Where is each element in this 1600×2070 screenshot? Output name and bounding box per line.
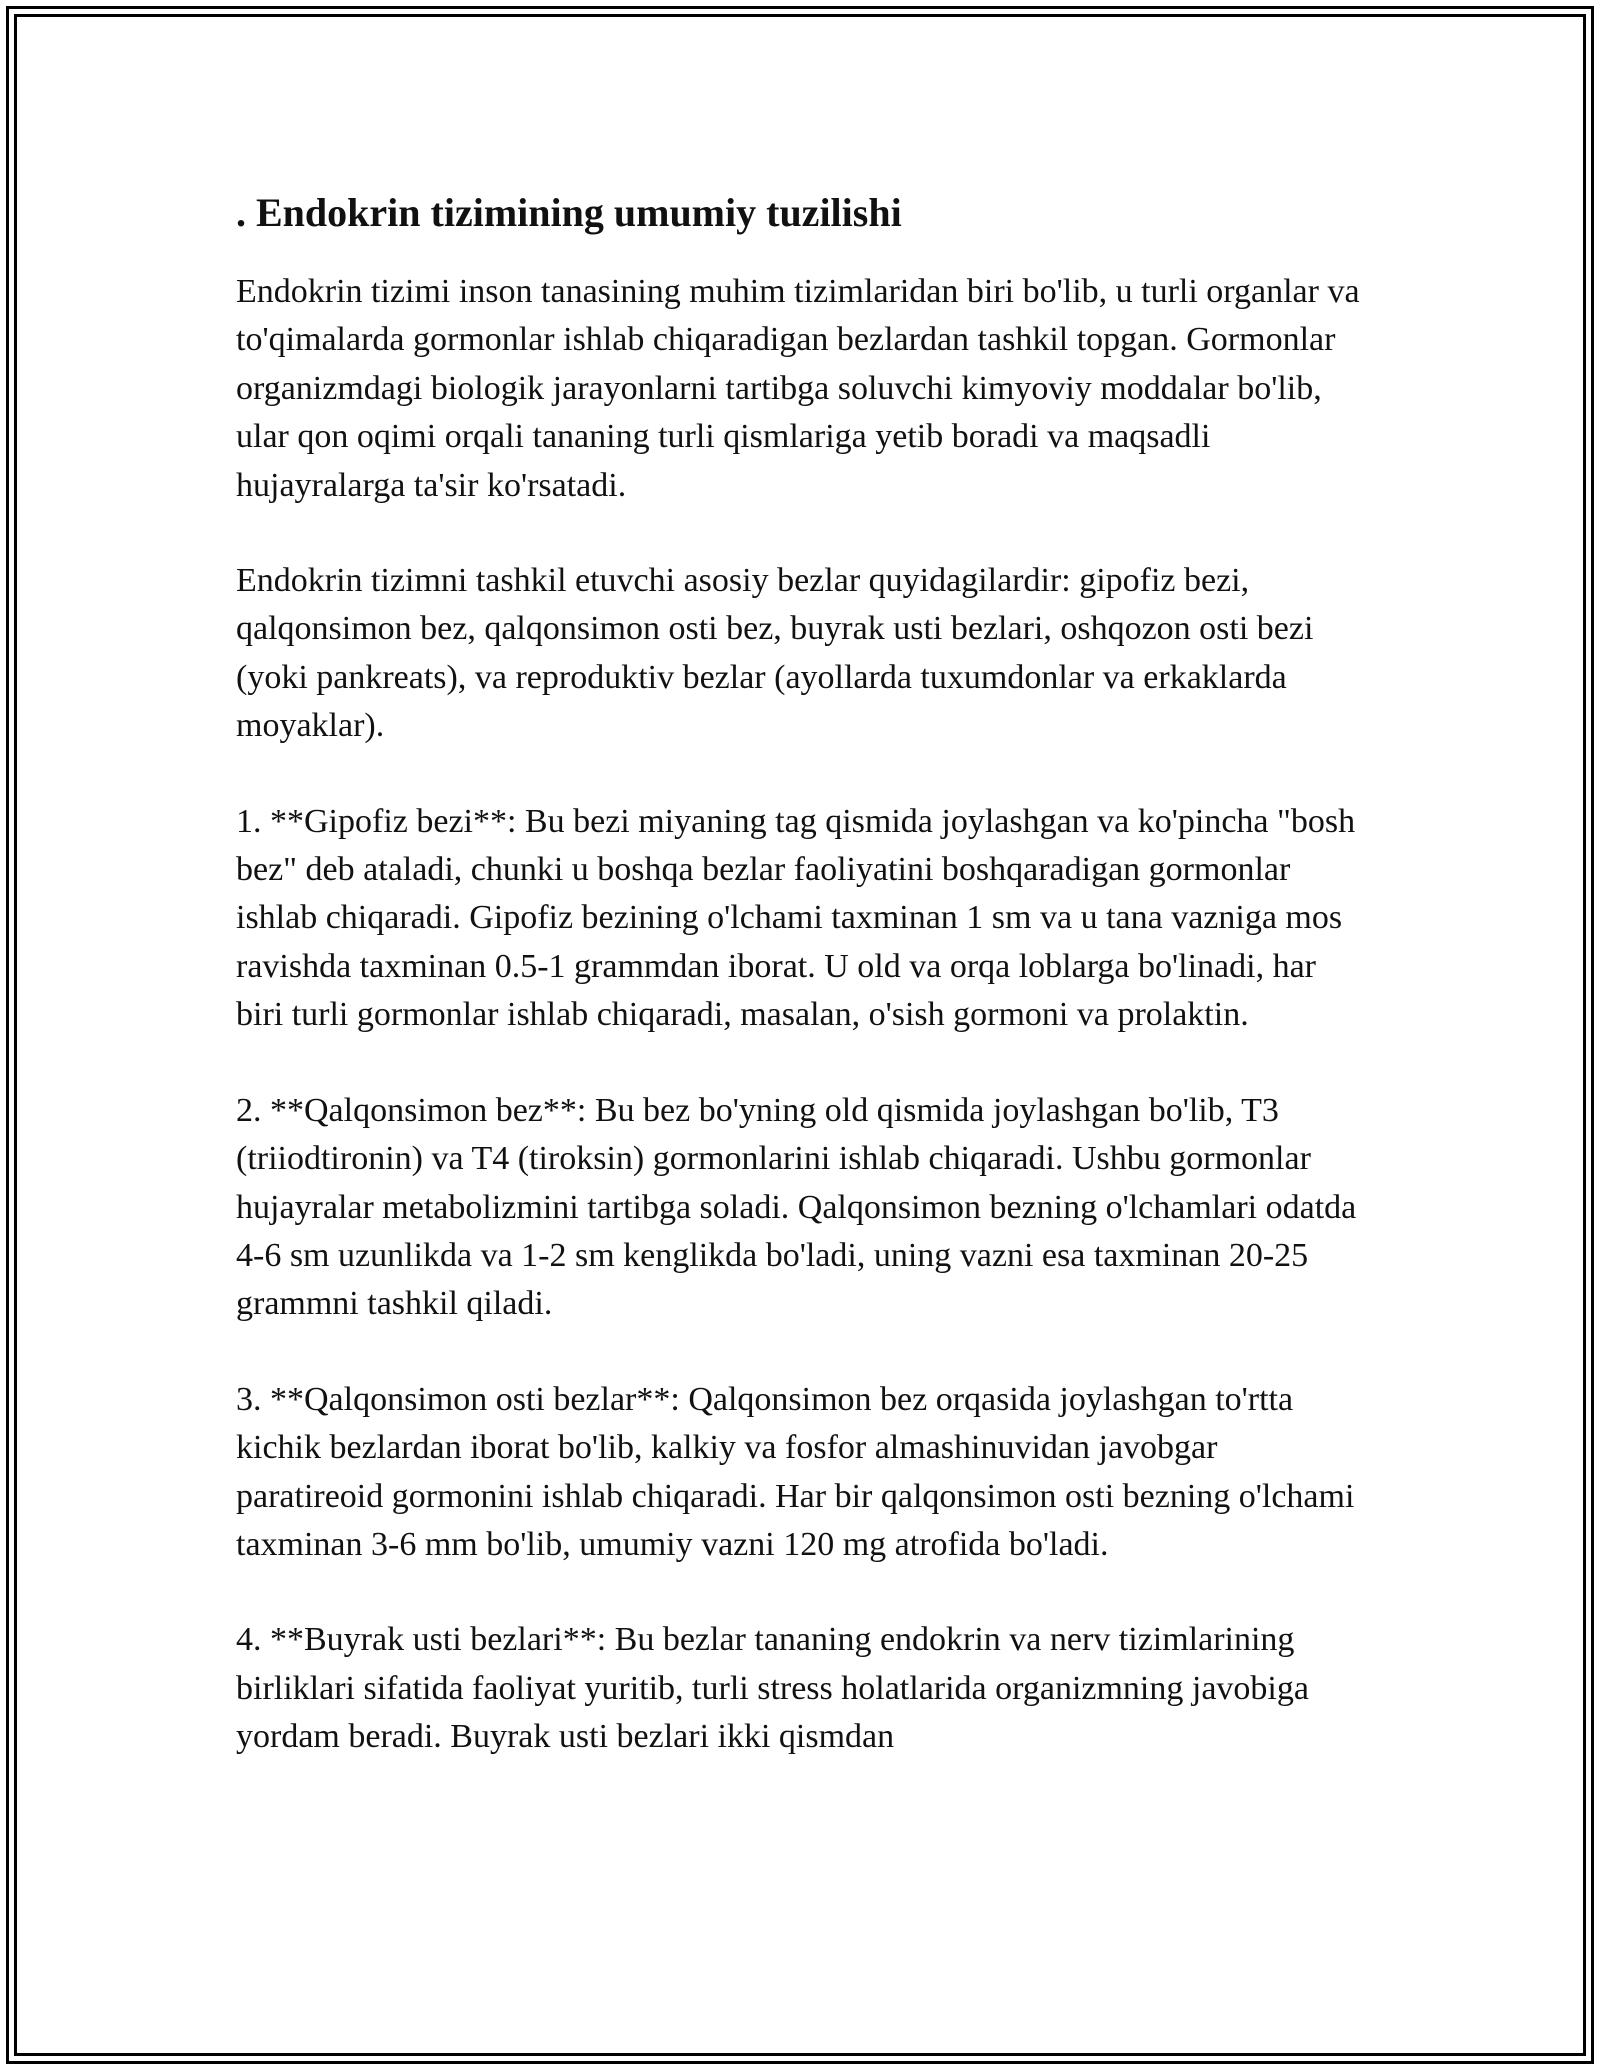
paragraph-intro: Endokrin tizimi inson tanasining muhim tizimlaridan biri bo'lib, u turli organlar va to'qimalarda gormonlar ishlab chiqaradigan bezlardan tashkil topgan. Gormonlar organizmdagi biologik jarayonlarni tartibga soluvchi kimyoviy moddalar bo'lib, ular qon oqimi orqali tananing turli qismlariga yetib boradi va maqsadli hujayralarga ta'sir ko'rsatadi. [236,273,1360,504]
paragraph-qalqonsimon: 2. **Qalqonsimon bez**: Bu bez bo'yning old qismida joylashgan bo'lib, T3 (triiodtironin) va T4 (tiroksin) gormonlarini ishlab chiqaradi. Ushbu gormonlar hujayralar metabolizmini tartibga soladi. Qalqonsimon bezning o'lchamlari odatda 4-6 sm uzunlikda va 1-2 sm kenglikda bo'ladi, uning vazni esa taxminan 20-25 grammni tashkil qiladi. [236,1091,1357,1323]
document-body [236,186,1366,1809]
paragraph-buyrak-usti: 4. **Buyrak usti bezlari**: Bu bezlar tananing endokrin va nerv tizimlarining birliklari sifatida faoliyat yuritib, turli stress holatlarida organizmning javobiga yordam beradi. Buyrak usti bezlari ikki qismdan [236,1621,1309,1756]
paragraph-qalqonsimon-osti: 3. **Qalqonsimon osti bezlar**: Qalqonsimon bez orqasida joylashgan to'rtta kichik bezlardan iborat bo'lib, kalkiy va fosfor almashinuvidan javobgar paratireoid gormonini ishlab chiqaradi. Har bir qalqonsimon osti bezning o'lchami taxminan 3-6 mm bo'lib, umumiy vazni 120 mg atrofida bo'ladi. [236,1380,1355,1563]
paragraph-gipofiz: 1. **Gipofiz bezi**: Bu bezi miyaning tag qismida joylashgan va ko'pincha "bosh bez" deb ataladi, chunki u boshqa bezlar faoliyatini boshqaradigan gormonlar ishlab chiqaradi. Gipofiz bezining o'lchami taxminan 1 sm va u tana vazniga mos ravishda taxminan 0.5-1 grammdan iborat. U old va orqa loblarga bo'linadi, har biri turli gormonlar ishlab chiqaradi, masalan, o'sish gormoni va prolaktin. [236,802,1356,1034]
section-heading: . Endokrin tizimining umumiy tuzilishi [236,190,902,235]
paragraph-glands-list: Endokrin tizimni tashkil etuvchi asosiy bezlar quyidagilardir: gipofiz bezi, qalqonsimon bez, qalqonsimon osti bez, buyrak usti bezlari, oshqozon osti bezi (yoki pankreats), va reproduktiv bezlar (ayollarda tuxumdonlar va erkaklarda moyaklar). [236,562,1314,745]
